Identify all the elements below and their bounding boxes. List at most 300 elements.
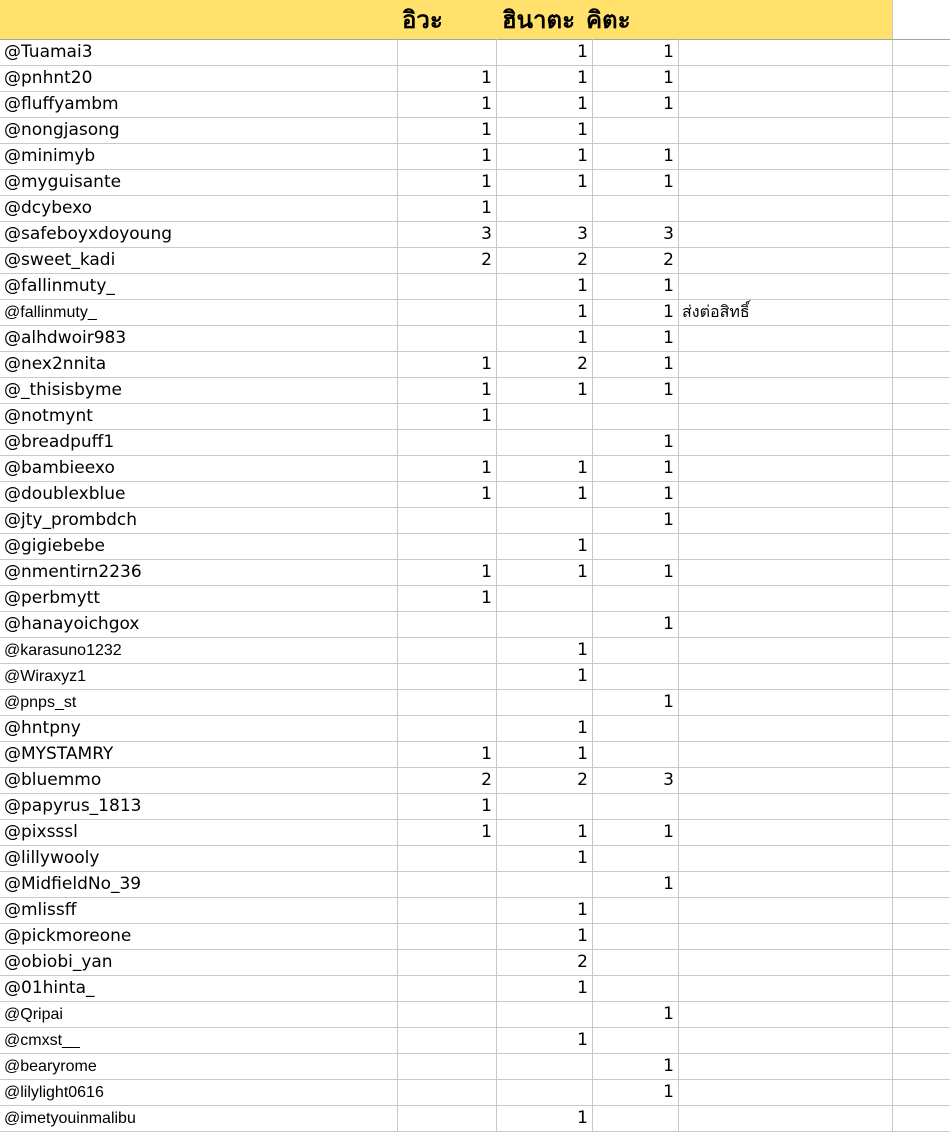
username-cell[interactable]: @pnhnt20 [0, 66, 398, 92]
hinata-count-cell[interactable]: 1 [497, 274, 593, 300]
username-cell[interactable]: @myguisante [0, 170, 398, 196]
iwa-count-cell[interactable]: 1 [398, 170, 497, 196]
username-cell[interactable]: @cmxst__ [0, 1028, 398, 1054]
username-cell[interactable]: @pickmoreone [0, 924, 398, 950]
table-row [0, 1080, 950, 1106]
note-cell[interactable] [679, 196, 893, 222]
table-row [0, 1028, 950, 1054]
iwa-count-cell[interactable]: 1 [398, 196, 497, 222]
empty-cell[interactable] [893, 1080, 950, 1106]
note-cell[interactable] [679, 846, 893, 872]
empty-cell[interactable] [893, 222, 950, 248]
hinata-count-cell[interactable] [497, 1080, 593, 1106]
table-row [0, 586, 950, 612]
kita-count-cell[interactable]: 1 [593, 612, 679, 638]
kita-count-cell[interactable] [593, 794, 679, 820]
note-cell[interactable] [679, 378, 893, 404]
note-cell[interactable] [679, 534, 893, 560]
kita-count-cell[interactable]: 1 [593, 482, 679, 508]
iwa-count-cell[interactable] [398, 274, 497, 300]
kita-count-cell[interactable]: 1 [593, 352, 679, 378]
hinata-count-cell[interactable]: 1 [497, 534, 593, 560]
iwa-count-cell[interactable] [398, 1028, 497, 1054]
table-row [0, 274, 950, 300]
note-cell[interactable] [679, 1080, 893, 1106]
table-row [0, 482, 950, 508]
username-cell[interactable]: @fluffyambm [0, 92, 398, 118]
note-cell[interactable] [679, 1002, 893, 1028]
note-cell[interactable] [679, 274, 893, 300]
iwa-count-cell[interactable] [398, 40, 497, 66]
header-label-kita: คิตะ [586, 6, 631, 34]
hinata-count-cell[interactable]: 1 [497, 66, 593, 92]
kita-count-cell[interactable] [593, 196, 679, 222]
hinata-count-cell[interactable] [497, 1054, 593, 1080]
kita-count-cell[interactable]: 3 [593, 222, 679, 248]
username-cell[interactable]: @dcybexo [0, 196, 398, 222]
empty-cell[interactable] [893, 872, 950, 898]
table-row [0, 716, 950, 742]
kita-count-cell[interactable]: 1 [593, 300, 679, 326]
empty-cell[interactable] [893, 1054, 950, 1080]
empty-cell[interactable] [893, 378, 950, 404]
iwa-count-cell[interactable]: 1 [398, 560, 497, 586]
note-cell[interactable]: ส่งต่อสิทธิ์ [679, 300, 893, 326]
empty-cell[interactable] [893, 612, 950, 638]
table-row [0, 1054, 950, 1080]
note-cell[interactable] [679, 976, 893, 1002]
empty-cell[interactable] [893, 586, 950, 612]
kita-count-cell[interactable] [593, 534, 679, 560]
hinata-count-cell[interactable] [497, 612, 593, 638]
table-row [0, 820, 950, 846]
table-row [0, 352, 950, 378]
table-row [0, 144, 950, 170]
username-cell[interactable]: @doublexblue [0, 482, 398, 508]
data-rows [0, 40, 950, 1132]
note-cell[interactable] [679, 170, 893, 196]
iwa-count-cell[interactable]: 1 [398, 92, 497, 118]
username-cell[interactable]: @nongjasong [0, 118, 398, 144]
empty-cell[interactable] [893, 92, 950, 118]
iwa-count-cell[interactable] [398, 534, 497, 560]
hinata-count-cell[interactable]: 1 [497, 482, 593, 508]
table-row [0, 222, 950, 248]
username-cell[interactable]: @pnps_st [0, 690, 398, 716]
hinata-count-cell[interactable]: 2 [497, 768, 593, 794]
table-row [0, 898, 950, 924]
hinata-count-cell[interactable]: 2 [497, 248, 593, 274]
hinata-count-cell[interactable]: 1 [497, 1028, 593, 1054]
hinata-count-cell[interactable] [497, 690, 593, 716]
username-cell[interactable]: @safeboyxdoyoung [0, 222, 398, 248]
iwa-count-cell[interactable] [398, 300, 497, 326]
table-row [0, 430, 950, 456]
note-cell[interactable] [679, 40, 893, 66]
table-row [0, 378, 950, 404]
kita-count-cell[interactable] [593, 586, 679, 612]
iwa-count-cell[interactable]: 1 [398, 794, 497, 820]
hinata-count-cell[interactable]: 1 [497, 716, 593, 742]
table-row [0, 40, 950, 66]
username-cell[interactable]: @nex2nnita [0, 352, 398, 378]
username-cell[interactable]: @nmentirn2236 [0, 560, 398, 586]
hinata-count-cell[interactable]: 1 [497, 898, 593, 924]
kita-count-cell[interactable]: 1 [593, 66, 679, 92]
hinata-count-cell[interactable]: 1 [497, 118, 593, 144]
hinata-count-cell[interactable]: 1 [497, 170, 593, 196]
iwa-count-cell[interactable]: 1 [398, 456, 497, 482]
table-row [0, 1106, 950, 1132]
kita-count-cell[interactable] [593, 664, 679, 690]
table-row [0, 508, 950, 534]
empty-cell[interactable] [893, 534, 950, 560]
hinata-count-cell[interactable]: 2 [497, 352, 593, 378]
note-cell[interactable] [679, 1106, 893, 1132]
hinata-count-cell[interactable]: 3 [497, 222, 593, 248]
note-cell[interactable] [679, 638, 893, 664]
kita-count-cell[interactable] [593, 924, 679, 950]
iwa-count-cell[interactable] [398, 612, 497, 638]
table-row [0, 456, 950, 482]
empty-cell[interactable] [893, 560, 950, 586]
note-cell[interactable] [679, 820, 893, 846]
username-cell[interactable]: @bambieexo [0, 456, 398, 482]
note-cell[interactable] [679, 430, 893, 456]
iwa-count-cell[interactable] [398, 950, 497, 976]
hinata-count-cell[interactable]: 1 [497, 144, 593, 170]
empty-cell[interactable] [893, 742, 950, 768]
empty-cell[interactable] [893, 482, 950, 508]
note-cell[interactable] [679, 924, 893, 950]
empty-cell[interactable] [893, 1002, 950, 1028]
iwa-count-cell[interactable]: 1 [398, 404, 497, 430]
iwa-count-cell[interactable]: 1 [398, 820, 497, 846]
hinata-count-cell[interactable] [497, 1002, 593, 1028]
empty-cell[interactable] [893, 846, 950, 872]
note-cell[interactable] [679, 950, 893, 976]
username-cell[interactable]: @perbmytt [0, 586, 398, 612]
hinata-count-cell[interactable]: 1 [497, 846, 593, 872]
kita-count-cell[interactable]: 1 [593, 170, 679, 196]
hinata-count-cell[interactable]: 1 [497, 976, 593, 1002]
iwa-count-cell[interactable]: 2 [398, 768, 497, 794]
username-cell[interactable]: @MYSTAMRY [0, 742, 398, 768]
empty-cell[interactable] [893, 196, 950, 222]
header-label-hinata: ฮินาตะ [502, 6, 576, 34]
note-cell[interactable] [679, 92, 893, 118]
kita-count-cell[interactable]: 1 [593, 274, 679, 300]
note-cell[interactable] [679, 872, 893, 898]
kita-count-cell[interactable] [593, 742, 679, 768]
kita-count-cell[interactable]: 1 [593, 1054, 679, 1080]
empty-cell[interactable] [893, 40, 950, 66]
iwa-count-cell[interactable]: 1 [398, 378, 497, 404]
username-cell[interactable]: @karasuno1232 [0, 638, 398, 664]
empty-cell[interactable] [893, 898, 950, 924]
iwa-count-cell[interactable] [398, 1106, 497, 1132]
empty-cell[interactable] [893, 690, 950, 716]
note-cell[interactable] [679, 352, 893, 378]
table-row [0, 560, 950, 586]
kita-count-cell[interactable] [593, 118, 679, 144]
iwa-count-cell[interactable] [398, 976, 497, 1002]
note-cell[interactable] [679, 716, 893, 742]
iwa-count-cell[interactable] [398, 716, 497, 742]
empty-cell[interactable] [893, 326, 950, 352]
empty-cell[interactable] [893, 716, 950, 742]
username-cell[interactable]: @hntpny [0, 716, 398, 742]
empty-cell[interactable] [893, 118, 950, 144]
iwa-count-cell[interactable]: 1 [398, 66, 497, 92]
iwa-count-cell[interactable]: 3 [398, 222, 497, 248]
kita-count-cell[interactable]: 1 [593, 820, 679, 846]
hinata-count-cell[interactable]: 1 [497, 300, 593, 326]
hinata-count-cell[interactable]: 1 [497, 664, 593, 690]
note-cell[interactable] [679, 66, 893, 92]
username-cell[interactable]: @imetyouinmalibu [0, 1106, 398, 1132]
kita-count-cell[interactable] [593, 638, 679, 664]
kita-count-cell[interactable]: 1 [593, 872, 679, 898]
username-cell[interactable]: @minimyb [0, 144, 398, 170]
kita-count-cell[interactable] [593, 846, 679, 872]
hinata-count-cell[interactable]: 1 [497, 638, 593, 664]
note-cell[interactable] [679, 326, 893, 352]
iwa-count-cell[interactable]: 1 [398, 742, 497, 768]
kita-count-cell[interactable]: 1 [593, 378, 679, 404]
note-cell[interactable] [679, 612, 893, 638]
hinata-count-cell[interactable] [497, 586, 593, 612]
note-cell[interactable] [679, 1028, 893, 1054]
username-cell[interactable]: @pixsssl [0, 820, 398, 846]
username-cell[interactable]: @fallinmuty_ [0, 274, 398, 300]
empty-cell[interactable] [893, 352, 950, 378]
kita-count-cell[interactable]: 1 [593, 326, 679, 352]
table-row [0, 118, 950, 144]
username-cell[interactable]: @Tuamai3 [0, 40, 398, 66]
note-cell[interactable] [679, 482, 893, 508]
iwa-count-cell[interactable] [398, 1080, 497, 1106]
hinata-count-cell[interactable] [497, 508, 593, 534]
note-cell[interactable] [679, 1054, 893, 1080]
hinata-count-cell[interactable]: 1 [497, 456, 593, 482]
kita-count-cell[interactable]: 1 [593, 1080, 679, 1106]
header-label-iwa: อิวะ [402, 6, 443, 34]
table-row [0, 326, 950, 352]
iwa-count-cell[interactable] [398, 1002, 497, 1028]
note-cell[interactable] [679, 898, 893, 924]
iwa-count-cell[interactable]: 1 [398, 118, 497, 144]
username-cell[interactable]: @bearyrome [0, 1054, 398, 1080]
table-row [0, 794, 950, 820]
iwa-count-cell[interactable] [398, 872, 497, 898]
empty-cell[interactable] [893, 638, 950, 664]
table-row [0, 664, 950, 690]
kita-count-cell[interactable] [593, 898, 679, 924]
empty-cell[interactable] [893, 768, 950, 794]
note-cell[interactable] [679, 456, 893, 482]
table-row [0, 300, 950, 326]
empty-cell[interactable] [893, 170, 950, 196]
empty-cell[interactable] [893, 976, 950, 1002]
hinata-count-cell[interactable] [497, 872, 593, 898]
empty-cell[interactable] [893, 456, 950, 482]
empty-cell[interactable] [893, 820, 950, 846]
note-cell[interactable] [679, 794, 893, 820]
hinata-count-cell[interactable]: 1 [497, 92, 593, 118]
kita-count-cell[interactable]: 1 [593, 508, 679, 534]
username-cell[interactable]: @obiobi_yan [0, 950, 398, 976]
hinata-count-cell[interactable]: 1 [497, 820, 593, 846]
table-row [0, 170, 950, 196]
header-row [0, 0, 950, 40]
table-row [0, 846, 950, 872]
username-cell[interactable]: @breadpuff1 [0, 430, 398, 456]
kita-count-cell[interactable] [593, 976, 679, 1002]
kita-count-cell[interactable]: 2 [593, 248, 679, 274]
iwa-count-cell[interactable]: 2 [398, 248, 497, 274]
iwa-count-cell[interactable]: 1 [398, 482, 497, 508]
kita-count-cell[interactable] [593, 950, 679, 976]
hinata-count-cell[interactable] [497, 794, 593, 820]
username-cell[interactable]: @_thisisbyme [0, 378, 398, 404]
hinata-count-cell[interactable]: 1 [497, 40, 593, 66]
iwa-count-cell[interactable] [398, 326, 497, 352]
kita-count-cell[interactable] [593, 1106, 679, 1132]
iwa-count-cell[interactable] [398, 638, 497, 664]
note-cell[interactable] [679, 508, 893, 534]
iwa-count-cell[interactable] [398, 898, 497, 924]
empty-cell[interactable] [893, 664, 950, 690]
iwa-count-cell[interactable] [398, 1054, 497, 1080]
empty-cell[interactable] [893, 508, 950, 534]
username-cell[interactable]: @jty_prombdch [0, 508, 398, 534]
note-cell[interactable] [679, 664, 893, 690]
table-row [0, 638, 950, 664]
kita-count-cell[interactable]: 3 [593, 768, 679, 794]
empty-cell[interactable] [893, 950, 950, 976]
username-cell[interactable]: @Qripai [0, 1002, 398, 1028]
iwa-count-cell[interactable] [398, 690, 497, 716]
kita-count-cell[interactable]: 1 [593, 560, 679, 586]
username-cell[interactable]: @MidfieldNo_39 [0, 872, 398, 898]
username-cell[interactable]: @alhdwoir983 [0, 326, 398, 352]
kita-count-cell[interactable]: 1 [593, 1002, 679, 1028]
empty-cell[interactable] [893, 1106, 950, 1132]
hinata-count-cell[interactable]: 1 [497, 1106, 593, 1132]
hinata-count-cell[interactable]: 1 [497, 378, 593, 404]
hinata-count-cell[interactable]: 1 [497, 560, 593, 586]
hinata-count-cell[interactable]: 1 [497, 742, 593, 768]
table-row [0, 768, 950, 794]
table-row [0, 534, 950, 560]
iwa-count-cell[interactable]: 1 [398, 352, 497, 378]
hinata-count-cell[interactable]: 1 [497, 326, 593, 352]
note-cell[interactable] [679, 404, 893, 430]
hinata-count-cell[interactable]: 1 [497, 924, 593, 950]
table-row [0, 92, 950, 118]
table-row [0, 742, 950, 768]
iwa-count-cell[interactable] [398, 846, 497, 872]
note-cell[interactable] [679, 248, 893, 274]
table-row [0, 66, 950, 92]
table-row [0, 924, 950, 950]
username-cell[interactable]: @papyrus_1813 [0, 794, 398, 820]
kita-count-cell[interactable] [593, 716, 679, 742]
username-cell[interactable]: @Wiraxyz1 [0, 664, 398, 690]
username-cell[interactable]: @notmynt [0, 404, 398, 430]
header-cell-a[interactable] [0, 0, 398, 40]
kita-count-cell[interactable]: 1 [593, 430, 679, 456]
iwa-count-cell[interactable] [398, 430, 497, 456]
username-cell[interactable]: @fallinmuty_ [0, 300, 398, 326]
username-cell[interactable]: @hanayoichgox [0, 612, 398, 638]
table-row [0, 404, 950, 430]
table-row [0, 1002, 950, 1028]
hinata-count-cell[interactable] [497, 430, 593, 456]
note-cell[interactable] [679, 742, 893, 768]
username-cell[interactable]: @lilylight0616 [0, 1080, 398, 1106]
kita-count-cell[interactable] [593, 1028, 679, 1054]
table-row [0, 690, 950, 716]
empty-cell[interactable] [893, 144, 950, 170]
note-cell[interactable] [679, 560, 893, 586]
table-row [0, 950, 950, 976]
username-cell[interactable]: @bluemmo [0, 768, 398, 794]
empty-cell[interactable] [893, 66, 950, 92]
kita-count-cell[interactable]: 1 [593, 144, 679, 170]
header-cell-f[interactable] [893, 0, 950, 40]
note-cell[interactable] [679, 144, 893, 170]
kita-count-cell[interactable]: 1 [593, 456, 679, 482]
kita-count-cell[interactable]: 1 [593, 40, 679, 66]
note-cell[interactable] [679, 118, 893, 144]
iwa-count-cell[interactable]: 1 [398, 586, 497, 612]
hinata-count-cell[interactable]: 2 [497, 950, 593, 976]
note-cell[interactable] [679, 222, 893, 248]
empty-cell[interactable] [893, 1028, 950, 1054]
empty-cell[interactable] [893, 430, 950, 456]
table-row [0, 612, 950, 638]
hinata-count-cell[interactable] [497, 196, 593, 222]
hinata-count-cell[interactable] [497, 404, 593, 430]
note-cell[interactable] [679, 690, 893, 716]
iwa-count-cell[interactable] [398, 664, 497, 690]
note-cell[interactable] [679, 586, 893, 612]
empty-cell[interactable] [893, 248, 950, 274]
note-cell[interactable] [679, 768, 893, 794]
kita-count-cell[interactable]: 1 [593, 690, 679, 716]
iwa-count-cell[interactable] [398, 924, 497, 950]
table-row [0, 872, 950, 898]
table-row [0, 196, 950, 222]
username-cell[interactable]: @mlissff [0, 898, 398, 924]
iwa-count-cell[interactable]: 1 [398, 144, 497, 170]
empty-cell[interactable] [893, 300, 950, 326]
username-cell[interactable]: @01hinta_ [0, 976, 398, 1002]
kita-count-cell[interactable]: 1 [593, 92, 679, 118]
username-cell[interactable]: @sweet_kadi [0, 248, 398, 274]
username-cell[interactable]: @gigiebebe [0, 534, 398, 560]
empty-cell[interactable] [893, 274, 950, 300]
header-cell-e[interactable] [679, 0, 893, 40]
empty-cell[interactable] [893, 924, 950, 950]
kita-count-cell[interactable] [593, 404, 679, 430]
empty-cell[interactable] [893, 404, 950, 430]
username-cell[interactable]: @lillywooly [0, 846, 398, 872]
empty-cell[interactable] [893, 794, 950, 820]
iwa-count-cell[interactable] [398, 508, 497, 534]
